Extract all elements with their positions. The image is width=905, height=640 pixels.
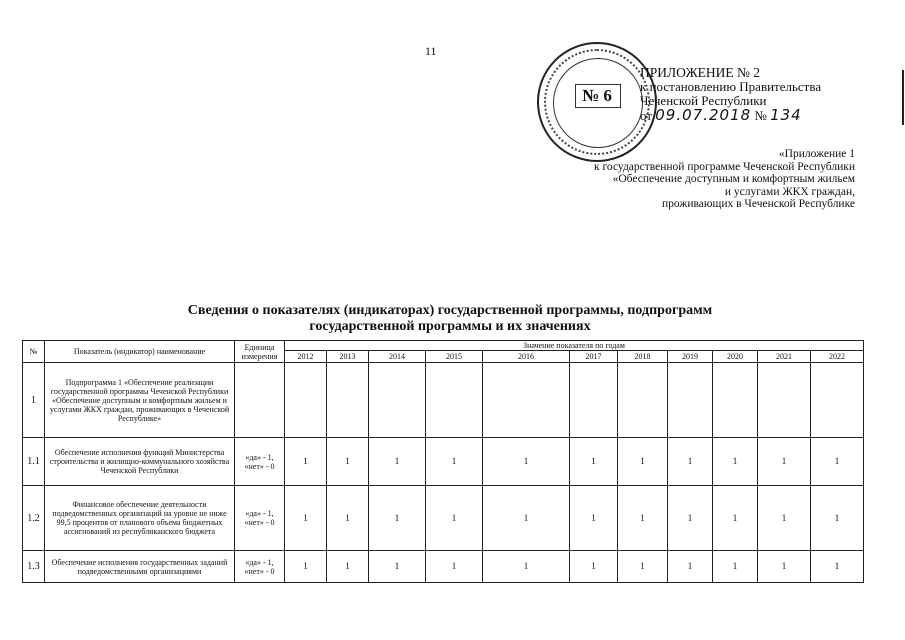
row-value: 1 [426, 438, 483, 486]
row-value: 1 [811, 551, 864, 583]
appendix-date-line [640, 108, 880, 123]
page-number: 11 [425, 44, 437, 58]
row-value: 1 [369, 486, 426, 551]
row-value [758, 363, 811, 438]
row-value [668, 363, 713, 438]
header-year: 2022 [811, 351, 864, 363]
row-value [570, 363, 618, 438]
appendix-1-line-2: к государственной программе Чеченской Республики [594, 160, 855, 173]
row-value [285, 363, 327, 438]
row-value [483, 363, 570, 438]
row-value: 1 [618, 551, 668, 583]
row-value: 1 [811, 438, 864, 486]
header-year: 2012 [285, 351, 327, 363]
row-num: 1.3 [23, 551, 45, 583]
header-unit: Единица измерения [235, 341, 285, 363]
row-value: 1 [713, 486, 758, 551]
row-value: 1 [758, 486, 811, 551]
handwritten-date: 09.07.2018 [655, 106, 752, 124]
row-value: 1 [570, 438, 618, 486]
row-num: 1.1 [23, 438, 45, 486]
row-value [327, 363, 369, 438]
seal-number: № 6 [582, 86, 612, 105]
row-name: Обеспечение исполнения функций Министерства строительства и жилищно-коммунального хозяйства Чеченской Республики [45, 438, 235, 486]
row-num: 1.2 [23, 486, 45, 551]
row-value: 1 [327, 486, 369, 551]
row-name: Подпрограмма 1 «Обеспечение реализации государственной программы Чеченской Республики «Обеспечение доступным и комфортным жильем и услугами ЖКХ граждан, проживающих в Чеченской Республике» [45, 363, 235, 438]
row-value: 1 [570, 486, 618, 551]
row-value [369, 363, 426, 438]
row-value: 1 [668, 551, 713, 583]
official-seal [537, 42, 657, 162]
indicators-table [22, 340, 864, 583]
row-value: 1 [618, 486, 668, 551]
appendix-1-line-3: «Обеспечение доступным и комфортным жильем [612, 173, 855, 185]
row-value: 1 [758, 551, 811, 583]
row-name: Обеспечение исполнения государственных заданий подведомственными организациями [45, 551, 235, 583]
number-prefix: № [754, 108, 767, 123]
row-value: 1 [285, 486, 327, 551]
row-value: 1 [426, 551, 483, 583]
row-num: 1 [23, 363, 45, 438]
row-value: 1 [285, 551, 327, 583]
row-value: 1 [618, 438, 668, 486]
row-value: 1 [758, 438, 811, 486]
header-year: 2019 [668, 351, 713, 363]
header-year: 2018 [618, 351, 668, 363]
row-value [811, 363, 864, 438]
appendix-line-1: к постановлению Правительства [640, 79, 822, 94]
appendix-title: ПРИЛОЖЕНИЕ № 2 [640, 65, 761, 80]
header-year: 2017 [570, 351, 618, 363]
row-value [618, 363, 668, 438]
appendix-1-reference [560, 148, 855, 211]
table-row [23, 486, 864, 551]
table-row [23, 363, 864, 438]
row-unit: «да» - 1, «нет» - 0 [235, 438, 285, 486]
table-title-line-2: государственной программы и их значениях [309, 319, 591, 334]
row-value: 1 [713, 438, 758, 486]
row-value: 1 [668, 438, 713, 486]
header-num: № [23, 341, 45, 363]
header-year: 2014 [369, 351, 426, 363]
table-row [23, 438, 864, 486]
row-value: 1 [713, 551, 758, 583]
table-row [23, 551, 864, 583]
row-value: 1 [483, 438, 570, 486]
header-year: 2020 [713, 351, 758, 363]
row-value [713, 363, 758, 438]
table-title-line-1: Сведения о показателях (индикаторах) государственной программы, подпрограмм [187, 303, 713, 318]
header-values-by-year: Значение показателя по годам [285, 341, 864, 351]
row-value [426, 363, 483, 438]
row-value: 1 [483, 551, 570, 583]
appendix-line-2: Чеченской Республики [640, 93, 767, 108]
row-unit: «да» - 1, «нет» - 0 [235, 551, 285, 583]
row-value: 1 [369, 438, 426, 486]
row-value: 1 [483, 486, 570, 551]
header-year: 2021 [758, 351, 811, 363]
handwritten-number: 134 [770, 106, 802, 124]
row-value: 1 [327, 438, 369, 486]
row-unit: «да» - 1, «нет» - 0 [235, 486, 285, 551]
appendix-1-line-1: «Приложение 1 [778, 148, 855, 160]
appendix-1-line-5: проживающих в Чеченской Республике [662, 198, 855, 210]
appendix-1-line-4: и услугами ЖКХ граждан, [724, 185, 855, 198]
header-year: 2013 [327, 351, 369, 363]
row-name: Финансовое обеспечение деятельности подведомственных организаций на уровне не ниже 99,5 процентов от планового объема бюджетных ассигнований из республиканского бюджета [45, 486, 235, 551]
header-year: 2015 [426, 351, 483, 363]
row-value: 1 [369, 551, 426, 583]
row-value: 1 [426, 486, 483, 551]
header-name: Показатель (индикатор) наименование [45, 341, 235, 363]
margin-bar [902, 70, 904, 125]
table-title [150, 303, 750, 335]
row-value: 1 [285, 438, 327, 486]
header-year: 2016 [483, 351, 570, 363]
row-unit [235, 363, 285, 438]
row-value: 1 [811, 486, 864, 551]
appendix-header [640, 66, 880, 123]
row-value: 1 [668, 486, 713, 551]
row-value: 1 [327, 551, 369, 583]
row-value: 1 [570, 551, 618, 583]
date-prefix: от [640, 108, 653, 123]
